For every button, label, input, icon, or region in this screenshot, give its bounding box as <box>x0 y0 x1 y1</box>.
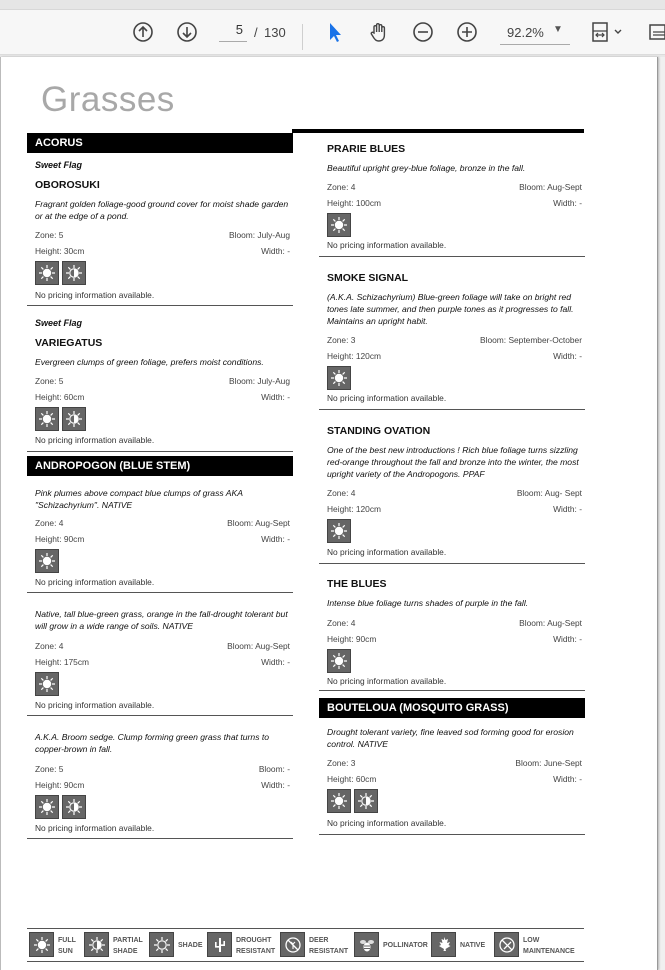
zone-bloom-row <box>327 335 582 345</box>
section-header-andropogon: ANDROPOGON (BLUE STEM) <box>27 456 293 476</box>
conditions-icons <box>327 789 378 813</box>
full-sun-icon <box>327 789 351 813</box>
plant-description: Pink plumes above compact blue clumps of grass AKA "Schizachyrium". NATIVE <box>35 488 243 510</box>
full-sun-icon <box>35 672 59 696</box>
legend-line: NATIVE <box>460 942 486 949</box>
legend-label <box>309 935 348 957</box>
plant-description: (A.K.A. Schizachyrium) Blue-green foliage will take on bright red tones late summer, and then purple tones as it progresses to fall. Maintains an upright habit. <box>327 292 574 326</box>
plant-name: VARIEGATUS <box>35 337 103 349</box>
height-value: Height: 90cm <box>327 634 377 644</box>
pdf-toolbar <box>0 10 665 55</box>
full-sun-icon <box>35 261 59 285</box>
pricing-note: No pricing information available. <box>35 700 155 710</box>
width-value: Width: - <box>553 774 582 784</box>
bee-icon <box>354 932 379 957</box>
zone-value: Zone: 3 <box>327 758 356 768</box>
plant-entry <box>27 155 293 306</box>
icon-legend <box>27 928 584 962</box>
zone-bloom-row <box>35 764 290 774</box>
legend-label <box>523 935 575 957</box>
height-width-row <box>327 774 582 784</box>
full-sun-icon <box>327 649 351 673</box>
plant-description: Intense blue foliage turns shades of purple in the fall. <box>327 598 529 608</box>
partial-shade-icon <box>62 261 86 285</box>
plant-description: Beautiful upright grey-blue foliage, bronze in the fall. <box>327 163 526 173</box>
pricing-note: No pricing information available. <box>327 393 447 403</box>
page-number-input[interactable]: 5 <box>219 22 247 42</box>
shade-icon <box>149 932 174 957</box>
zone-value: Zone: 4 <box>327 488 356 498</box>
height-value: Height: 30cm <box>35 246 85 256</box>
plant-entry <box>319 133 585 257</box>
legend-line: SUN <box>58 948 73 955</box>
pricing-note: No pricing information available. <box>327 676 447 686</box>
width-value: Width: - <box>261 534 290 544</box>
zone-bloom-row <box>35 230 290 240</box>
partial-shade-icon <box>62 795 86 819</box>
plant-description: A.K.A. Broom sedge. Clump forming green grass that turns to copper-brown in fall. <box>35 732 270 754</box>
full-sun-icon <box>35 795 59 819</box>
bloom-value: Bloom: July-Aug <box>229 376 290 386</box>
legend-item <box>29 932 89 958</box>
full-sun-icon <box>35 407 59 431</box>
full-sun-icon <box>327 213 351 237</box>
partial-shade-icon <box>354 789 378 813</box>
plant-name: THE BLUES <box>327 578 387 590</box>
legend-line: POLLINATOR <box>383 942 428 949</box>
legend-line: DEER <box>309 937 329 944</box>
more-tools-icon[interactable] <box>648 20 665 44</box>
plant-entry <box>319 563 585 691</box>
legend-line: FULL <box>58 937 76 944</box>
conditions-icons <box>35 549 59 573</box>
bloom-value: Bloom: Aug-Sept <box>519 182 582 192</box>
bloom-value: Bloom: September-October <box>480 335 582 345</box>
pricing-note: No pricing information available. <box>327 547 447 557</box>
width-value: Width: - <box>261 246 290 256</box>
zone-bloom-row <box>327 618 582 628</box>
zone-value: Zone: 3 <box>327 335 356 345</box>
plant-entry <box>27 305 293 452</box>
height-width-row <box>327 504 582 514</box>
conditions-icons <box>35 261 86 285</box>
zone-value: Zone: 4 <box>327 182 356 192</box>
height-value: Height: 175cm <box>35 657 89 667</box>
conditions-icons <box>35 795 86 819</box>
plant-name: OBOROSUKI <box>35 179 100 191</box>
plant-entry <box>319 409 585 564</box>
legend-label <box>58 935 76 957</box>
height-value: Height: 60cm <box>35 392 85 402</box>
legend-item <box>84 932 146 958</box>
bloom-value: Bloom: July-Aug <box>229 230 290 240</box>
conditions-icons <box>35 407 86 431</box>
legend-line: LOW <box>523 937 540 944</box>
plant-description: Drought tolerant variety, fine leaved sod forming good for erosion control. NATIVE <box>327 727 574 749</box>
width-value: Width: - <box>553 634 582 644</box>
height-width-row <box>35 246 290 256</box>
page-separator: / <box>254 25 258 40</box>
legend-label <box>236 935 275 957</box>
bloom-value: Bloom: Aug-Sept <box>519 618 582 628</box>
plant-subtype: Sweet Flag <box>35 160 83 170</box>
plant-name: SMOKE SIGNAL <box>327 272 409 284</box>
height-width-row <box>327 634 582 644</box>
width-value: Width: - <box>261 780 290 790</box>
legend-line: RESISTANT <box>236 948 276 955</box>
legend-label <box>113 935 143 957</box>
previous-page-icon[interactable] <box>131 20 155 44</box>
plant-description: One of the best new introductions ! Rich blue foliage turns sizzling red-orange throughout the fall and bronze into the winter, the most upright variety of the Andropogons. PPAF <box>327 445 579 479</box>
zone-bloom-row <box>327 182 582 192</box>
height-width-row <box>35 392 290 402</box>
width-value: Width: - <box>261 657 290 667</box>
legend-item <box>431 932 495 958</box>
toolbar-divider <box>302 24 303 50</box>
zone-bloom-row <box>327 488 582 498</box>
legend-item <box>207 932 277 958</box>
zone-value: Zone: 5 <box>35 376 64 386</box>
chevron-down-icon: ▼ <box>553 24 563 35</box>
page-total: 130 <box>264 25 286 40</box>
width-value: Width: - <box>553 351 582 361</box>
zone-bloom-row <box>35 641 290 651</box>
legend-line: RESISTANT <box>309 948 349 955</box>
legend-label <box>460 940 485 951</box>
height-value: Height: 120cm <box>327 504 381 514</box>
plant-description: Native, tall blue-green grass, orange in the fall-drought tolerant but will grow in a wide range of soils. NATIVE <box>35 609 288 631</box>
pricing-note: No pricing information available. <box>35 435 155 445</box>
next-page-icon[interactable] <box>175 20 199 44</box>
legend-line: SHADE <box>113 948 138 955</box>
width-value: Width: - <box>553 504 582 514</box>
height-value: Height: 90cm <box>35 780 85 790</box>
legend-line: MAINTENANCE <box>523 948 575 955</box>
bloom-value: Bloom: Aug- Sept <box>516 488 582 498</box>
bloom-value: Bloom: Aug-Sept <box>227 641 290 651</box>
legend-item <box>149 932 207 958</box>
height-width-row <box>35 780 290 790</box>
bloom-value: Bloom: - <box>258 764 290 774</box>
height-width-row <box>35 657 290 667</box>
zone-value: Zone: 4 <box>35 518 64 528</box>
plant-entry <box>27 715 293 839</box>
width-value: Width: - <box>261 392 290 402</box>
conditions-icons <box>35 672 59 696</box>
zoom-in-icon[interactable] <box>455 20 479 44</box>
zone-bloom-row <box>35 518 290 528</box>
full-sun-icon <box>327 519 351 543</box>
plant-entry <box>27 476 293 593</box>
zoom-select[interactable] <box>500 22 570 45</box>
plant-entry <box>27 592 293 716</box>
zone-value: Zone: 4 <box>327 618 356 628</box>
height-value: Height: 120cm <box>327 351 381 361</box>
legend-item <box>494 932 584 958</box>
zone-bloom-row <box>35 376 290 386</box>
plant-name: PRARIE BLUES <box>327 143 406 155</box>
full-sun-icon <box>35 549 59 573</box>
legend-label <box>178 940 203 951</box>
zoom-out-icon[interactable] <box>411 20 435 44</box>
bloom-value: Bloom: June-Sept <box>515 758 582 768</box>
cactus-icon <box>207 932 232 957</box>
conditions-icons <box>327 213 351 237</box>
deer-icon <box>280 932 305 957</box>
height-width-row <box>327 198 582 208</box>
bloom-value: Bloom: Aug-Sept <box>227 518 290 528</box>
legend-label <box>383 940 428 951</box>
pricing-note: No pricing information available. <box>35 823 155 833</box>
plant-name: STANDING OVATION <box>327 425 431 437</box>
zone-bloom-row <box>327 758 582 768</box>
legend-item <box>354 932 430 958</box>
height-value: Height: 60cm <box>327 774 377 784</box>
pricing-note: No pricing information available. <box>35 290 155 300</box>
section-header-bouteloua: BOUTELOUA (MOSQUITO GRASS) <box>319 698 585 718</box>
full-sun-icon <box>327 366 351 390</box>
partial-shade-icon <box>84 932 109 957</box>
conditions-icons <box>327 366 351 390</box>
pricing-note: No pricing information available. <box>327 818 447 828</box>
zone-value: Zone: 5 <box>35 230 64 240</box>
page-title: Grasses <box>41 80 175 119</box>
zone-value: Zone: 5 <box>35 764 64 774</box>
low-maintenance-icon <box>494 932 519 957</box>
legend-line: SHADE <box>178 942 203 949</box>
plant-description: Fragrant golden foliage-good ground cover for moist shade garden or at the edge of a pond. <box>35 199 289 221</box>
section-header-acorus: ACORUS <box>27 133 293 153</box>
select-cursor-icon[interactable] <box>323 20 347 44</box>
zoom-value: 92.2% <box>507 25 544 40</box>
plant-subtype: Sweet Flag <box>35 318 83 328</box>
full-sun-icon <box>29 932 54 957</box>
plant-description: Evergreen clumps of green foliage, prefers moist conditions. <box>35 357 264 367</box>
maple-leaf-icon <box>431 932 456 957</box>
plant-entry <box>319 256 585 410</box>
plant-entry <box>319 718 585 835</box>
legend-line: DROUGHT <box>236 937 272 944</box>
conditions-icons <box>327 649 351 673</box>
pricing-note: No pricing information available. <box>327 240 447 250</box>
height-width-row <box>327 351 582 361</box>
hand-tool-icon[interactable] <box>367 20 391 44</box>
height-value: Height: 90cm <box>35 534 85 544</box>
fit-page-icon[interactable] <box>590 20 624 44</box>
pricing-note: No pricing information available. <box>35 577 155 587</box>
partial-shade-icon <box>62 407 86 431</box>
height-width-row <box>35 534 290 544</box>
zone-value: Zone: 4 <box>35 641 64 651</box>
width-value: Width: - <box>553 198 582 208</box>
window-top-edge <box>0 0 665 10</box>
height-value: Height: 100cm <box>327 198 381 208</box>
conditions-icons <box>327 519 351 543</box>
legend-item <box>280 932 352 958</box>
legend-line: PARTIAL <box>113 937 143 944</box>
